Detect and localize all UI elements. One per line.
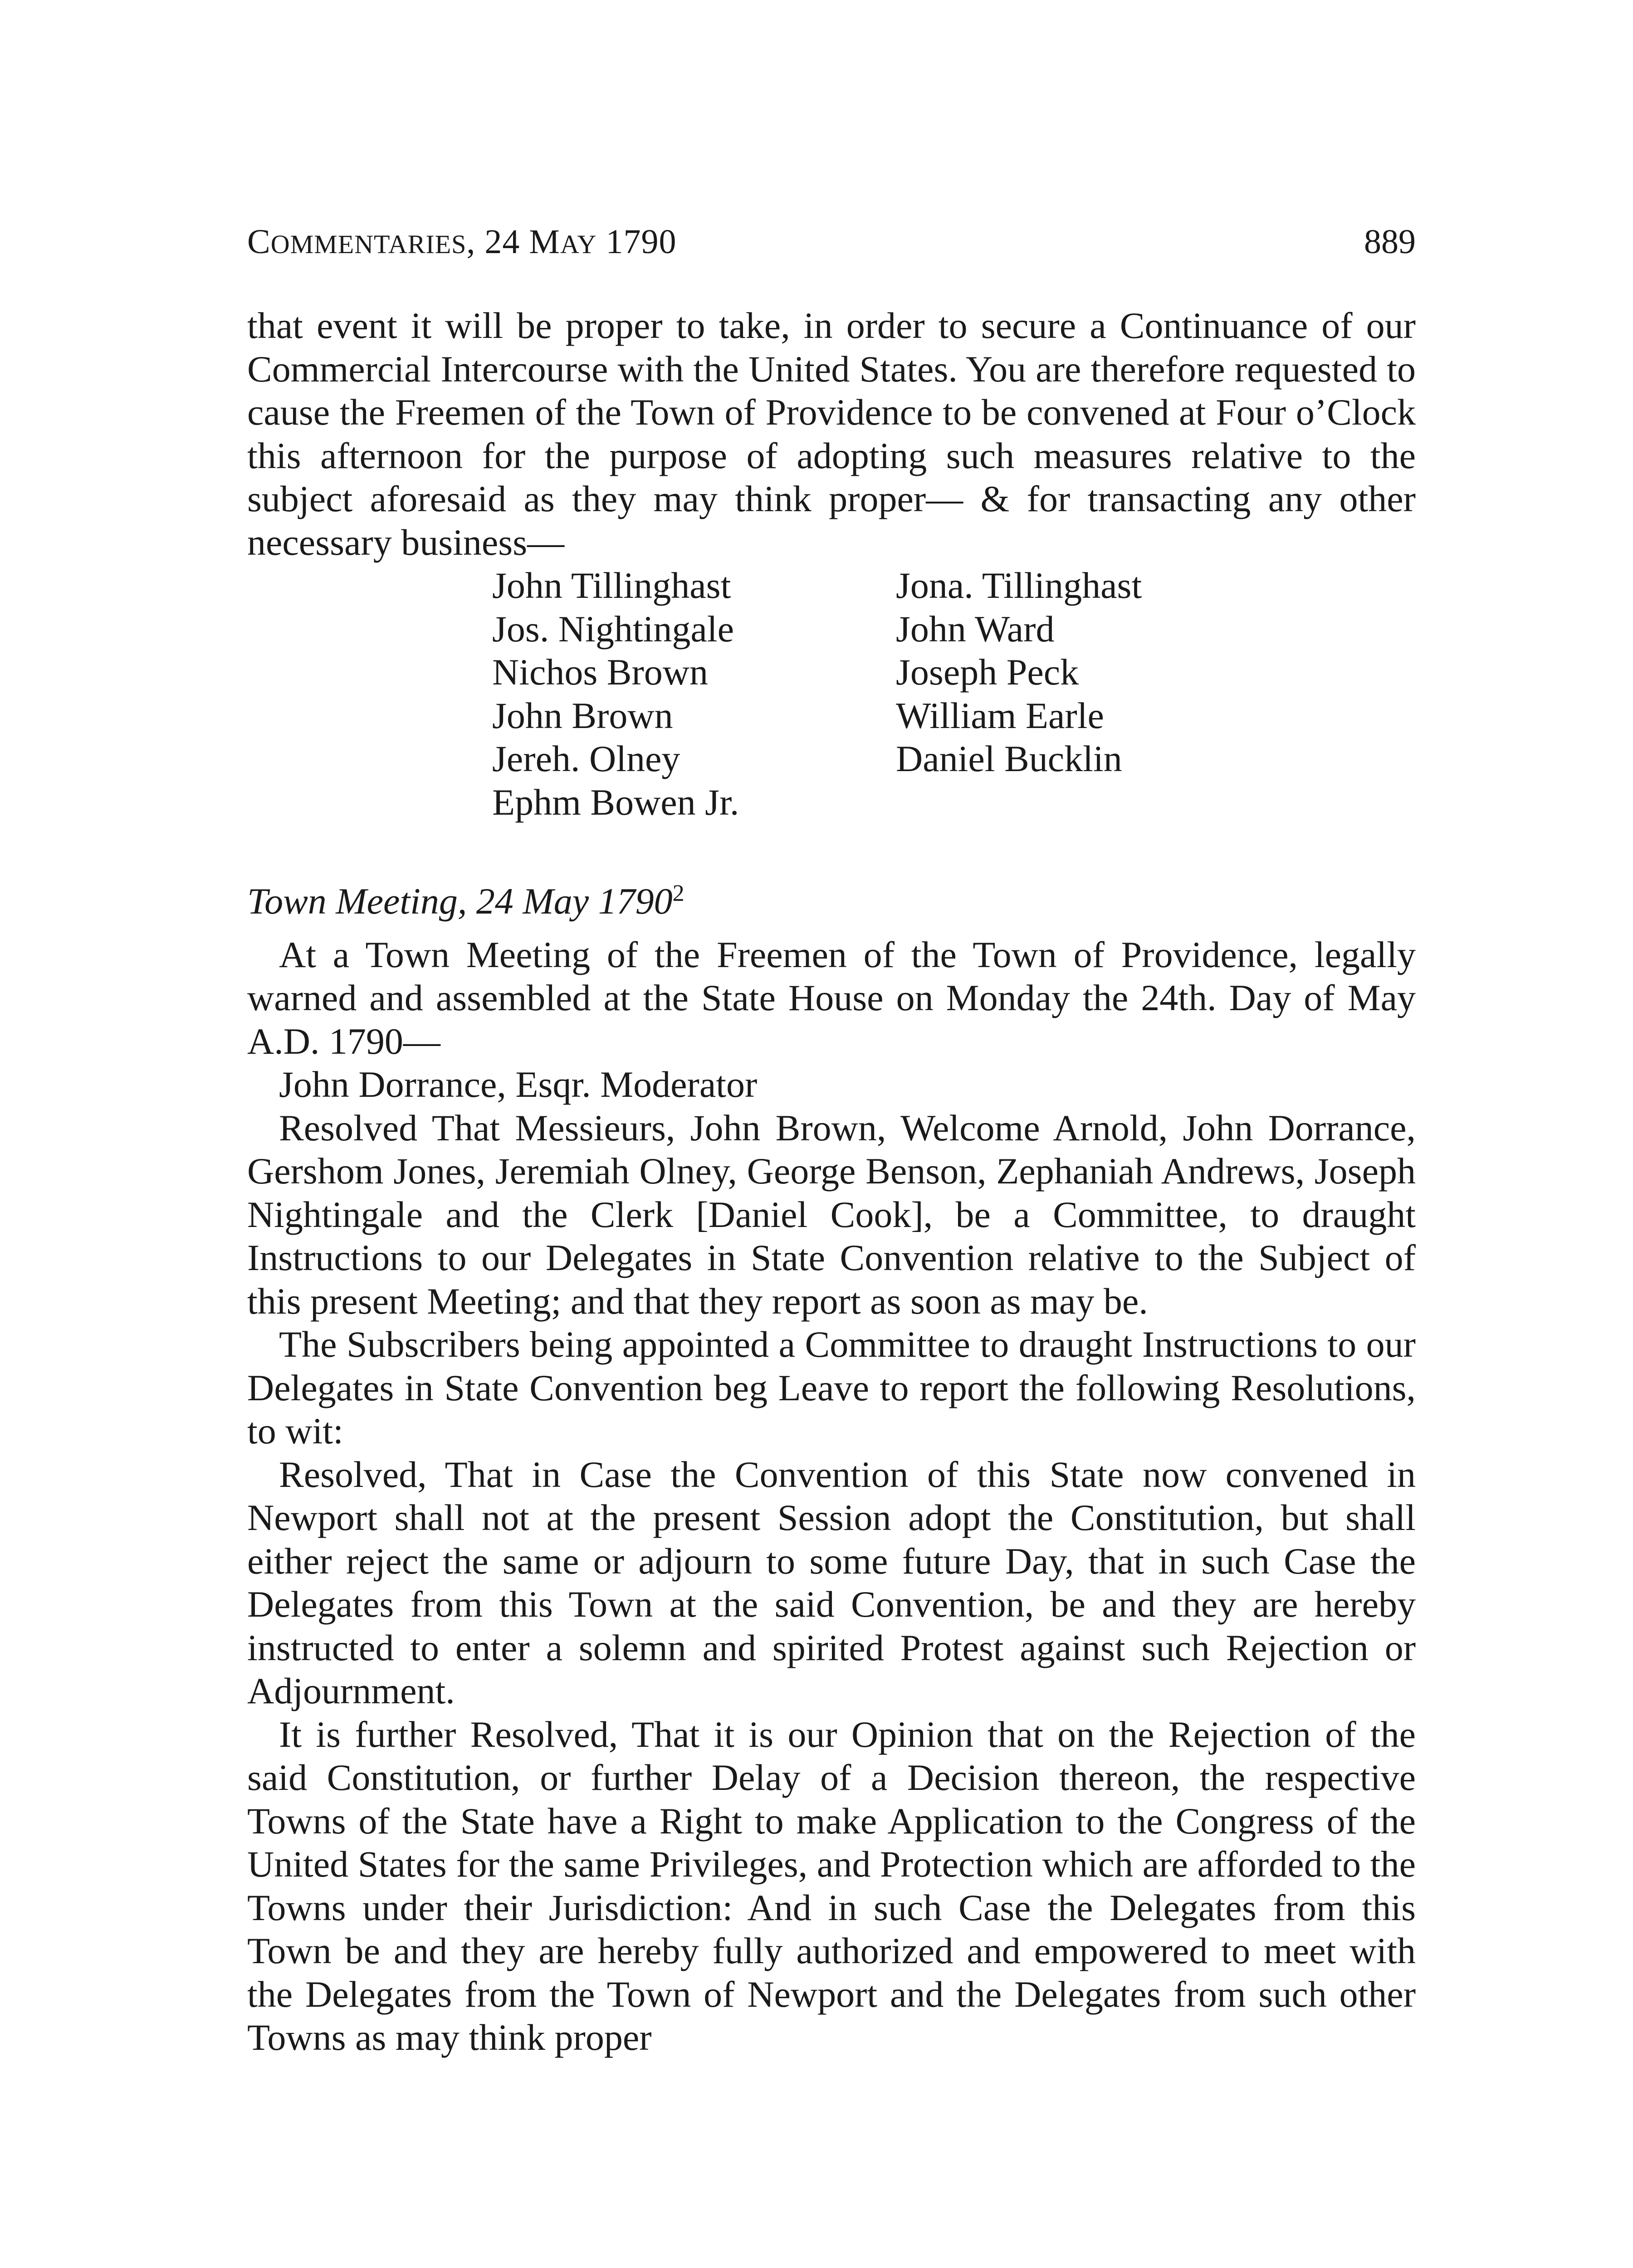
signatories [247, 564, 1416, 826]
paragraph-town-meeting: At a Town Meeting of the Freemen of the Town of Providence, legally warned and assembled at the State House on Monday the 24th. Day of May A.D. 1790— [247, 934, 1416, 1062]
signatories-right-column [896, 564, 1142, 781]
running-head [247, 217, 1416, 267]
signatory-name: John Ward [896, 608, 1055, 650]
paragraph-further-resolution: It is further Resolved, That it is our Opinion that on the Rejection of the said Constitution, or further Delay of a Decision thereon, the respective Towns of the State have a Right to make Application to the Congress of the United States for the same Privileges, and Protection which are afforded to the Towns under their Jurisdiction: And in such Case the Delegates from this Town be and they are hereby fully authorized and empowered to meet with the Delegates from the Town of Newport and the Delegates from such other Towns as may think proper [247, 1713, 1416, 2058]
signatory-name: Daniel Bucklin [896, 738, 1122, 779]
signatory-name: Jereh. Olney [492, 738, 680, 779]
signatory-name: John Brown [492, 694, 673, 736]
paragraph-committee-resolution: Resolved That Messieurs, John Brown, Welcome Arnold, John Dorrance, Gershom Jones, Jeremiah Olney, George Benson, Zephaniah Andrews, Joseph Nightingale and the Clerk [Daniel Cook], be a Committee, to draught Instructions to our Delegates in State Convention relative to the Subject of this present Meeting; and that they report as soon as may be. [247, 1107, 1416, 1322]
opening-paragraph: that event it will be proper to take, in order to secure a Continuance of our Commercial Intercourse with the United States. You are therefore requested to cause the Freemen of the Town of Providence to be convened at Four o’Clock this afternoon for the purpose of adopting such measures relative to the subject aforesaid as they may think proper— & for transacting any other necessary business— [247, 305, 1416, 563]
signatory-name: Nichos Brown [492, 651, 709, 693]
paragraph-moderator: John Dorrance, Esqr. Moderator [279, 1064, 758, 1105]
signatory-name: Jona. Tillinghast [896, 565, 1142, 606]
signatories-left-column [492, 564, 739, 824]
signatory-name: John Tillinghast [492, 565, 731, 606]
running-head-title: COMMENTARIES, 24 MAY 1790 [247, 223, 677, 261]
signatory-name: Jos. Nightingale [492, 608, 734, 650]
signatory-name: Joseph Peck [896, 651, 1079, 693]
signatory-name: William Earle [896, 694, 1104, 736]
body-text [247, 304, 1416, 2059]
paragraph-committee-report: The Subscribers being appointed a Committee to draught Instructions to our Delegates in State Convention beg Leave to report the following Resolutions, to wit: [247, 1324, 1416, 1452]
section-heading-text: Town Meeting, 24 May 1790 [247, 880, 673, 922]
footnote-marker: 2 [672, 880, 684, 906]
page-number: 889 [1364, 223, 1416, 261]
paragraph-first-resolution: Resolved, That in Case the Convention of this State now convened in Newport shall not at the present Session adopt the Constitution, but shall either reject the same or adjourn to some future Day, that in such Case the Delegates from this Town at the said Convention, be and they are hereby instructed to enter a solemn and spirited Protest against such Rejection or Adjournment. [247, 1453, 1416, 1711]
signatory-name: Ephm Bowen Jr. [492, 781, 739, 823]
section-heading [247, 880, 1416, 923]
